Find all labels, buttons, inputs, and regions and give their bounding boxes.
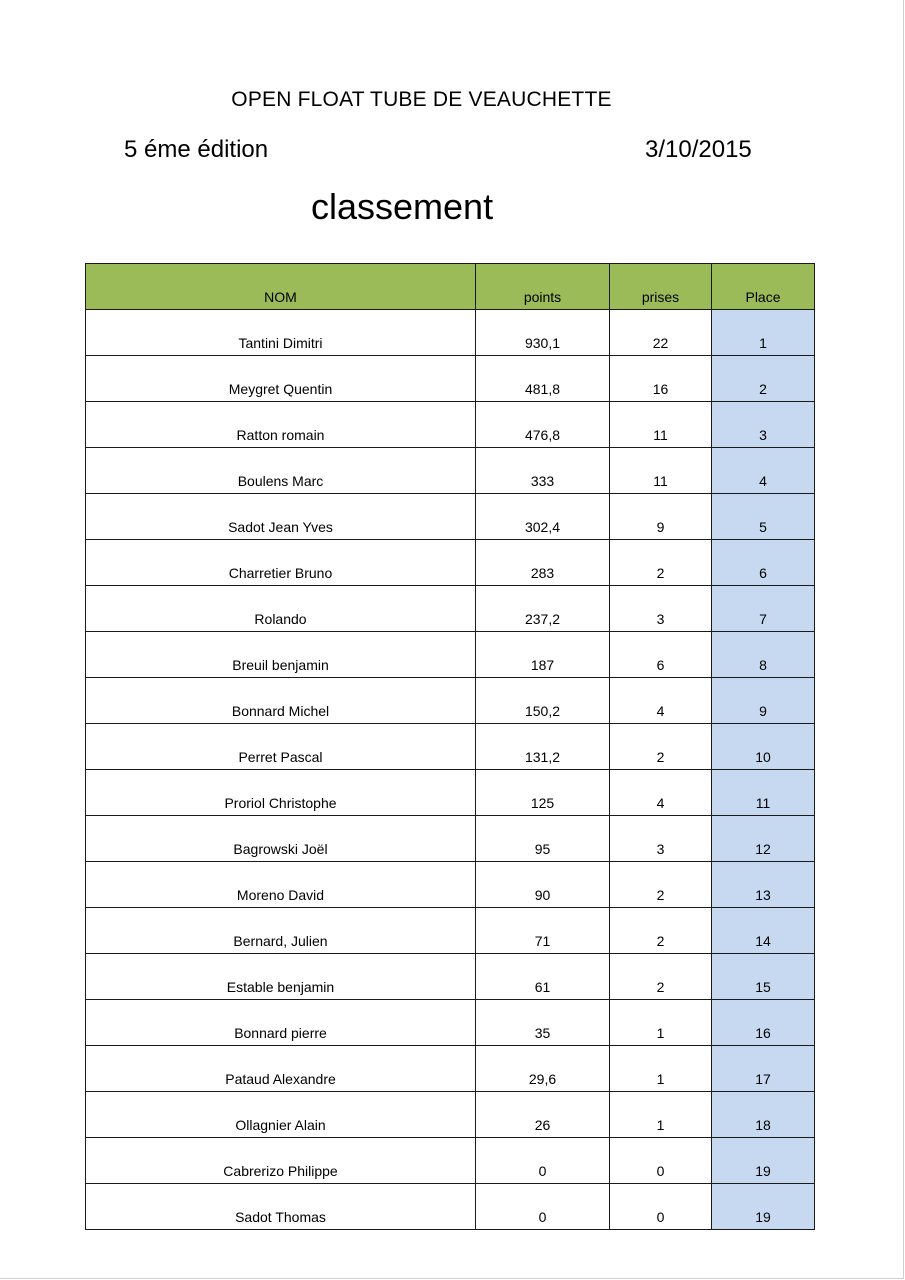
table-row <box>86 310 815 356</box>
cell-nom: Estable benjamin <box>86 954 476 1000</box>
cell-points: 237,2 <box>476 586 610 632</box>
cell-points: 125 <box>476 770 610 816</box>
cell-prises: 1 <box>610 1046 712 1092</box>
column-header-prises: prises <box>610 264 712 310</box>
cell-points: 302,4 <box>476 494 610 540</box>
cell-points: 35 <box>476 1000 610 1046</box>
table-row <box>86 816 815 862</box>
event-date: 3/10/2015 <box>645 136 752 163</box>
cell-place: 6 <box>712 540 815 586</box>
cell-prises: 0 <box>610 1138 712 1184</box>
cell-place: 1 <box>712 310 815 356</box>
cell-nom: Bagrowski Joël <box>86 816 476 862</box>
cell-points: 187 <box>476 632 610 678</box>
cell-nom: Breuil benjamin <box>86 632 476 678</box>
edition-label: 5 éme édition <box>124 136 269 163</box>
cell-place: 3 <box>712 402 815 448</box>
table-row <box>86 494 815 540</box>
cell-nom: Meygret Quentin <box>86 356 476 402</box>
cell-prises: 3 <box>610 586 712 632</box>
cell-prises: 3 <box>610 816 712 862</box>
cell-place: 12 <box>712 816 815 862</box>
cell-prises: 4 <box>610 678 712 724</box>
cell-points: 0 <box>476 1138 610 1184</box>
cell-points: 476,8 <box>476 402 610 448</box>
cell-place: 9 <box>712 678 815 724</box>
cell-place: 13 <box>712 862 815 908</box>
cell-nom: Tantini Dimitri <box>86 310 476 356</box>
cell-nom: Sadot Thomas <box>86 1184 476 1230</box>
cell-nom: Perret Pascal <box>86 724 476 770</box>
cell-prises: 2 <box>610 724 712 770</box>
cell-points: 90 <box>476 862 610 908</box>
cell-nom: Ratton romain <box>86 402 476 448</box>
table-row <box>86 448 815 494</box>
ranking-table <box>85 263 815 1230</box>
cell-nom: Rolando <box>86 586 476 632</box>
cell-place: 19 <box>712 1184 815 1230</box>
cell-points: 95 <box>476 816 610 862</box>
column-header-place: Place <box>712 264 815 310</box>
cell-prises: 11 <box>610 448 712 494</box>
cell-nom: Charretier Bruno <box>86 540 476 586</box>
table-row <box>86 1000 815 1046</box>
table-row <box>86 908 815 954</box>
cell-nom: Moreno David <box>86 862 476 908</box>
cell-place: 10 <box>712 724 815 770</box>
table-row <box>86 770 815 816</box>
cell-points: 150,2 <box>476 678 610 724</box>
table-row <box>86 724 815 770</box>
cell-nom: Sadot Jean Yves <box>86 494 476 540</box>
cell-place: 15 <box>712 954 815 1000</box>
cell-points: 930,1 <box>476 310 610 356</box>
table-row <box>86 954 815 1000</box>
table-row <box>86 678 815 724</box>
cell-nom: Proriol Christophe <box>86 770 476 816</box>
ranking-heading: classement <box>311 186 494 227</box>
cell-place: 16 <box>712 1000 815 1046</box>
cell-points: 481,8 <box>476 356 610 402</box>
cell-place: 17 <box>712 1046 815 1092</box>
cell-place: 18 <box>712 1092 815 1138</box>
cell-prises: 2 <box>610 908 712 954</box>
column-header-points: points <box>476 264 610 310</box>
cell-nom: Cabrerizo Philippe <box>86 1138 476 1184</box>
table-row <box>86 1184 815 1230</box>
table-row <box>86 402 815 448</box>
column-header-nom: NOM <box>86 264 476 310</box>
table-row <box>86 1046 815 1092</box>
cell-points: 283 <box>476 540 610 586</box>
cell-prises: 16 <box>610 356 712 402</box>
page-title: OPEN FLOAT TUBE DE VEAUCHETTE <box>231 88 612 111</box>
cell-points: 26 <box>476 1092 610 1138</box>
cell-prises: 2 <box>610 862 712 908</box>
cell-prises: 9 <box>610 494 712 540</box>
table-row <box>86 586 815 632</box>
cell-place: 11 <box>712 770 815 816</box>
cell-points: 61 <box>476 954 610 1000</box>
cell-prises: 4 <box>610 770 712 816</box>
cell-place: 5 <box>712 494 815 540</box>
cell-nom: Pataud Alexandre <box>86 1046 476 1092</box>
cell-nom: Bonnard Michel <box>86 678 476 724</box>
table-header-row <box>86 264 815 310</box>
cell-points: 131,2 <box>476 724 610 770</box>
cell-points: 0 <box>476 1184 610 1230</box>
cell-prises: 1 <box>610 1092 712 1138</box>
table-row <box>86 1138 815 1184</box>
table-row <box>86 862 815 908</box>
cell-prises: 11 <box>610 402 712 448</box>
cell-points: 71 <box>476 908 610 954</box>
cell-prises: 0 <box>610 1184 712 1230</box>
cell-place: 19 <box>712 1138 815 1184</box>
cell-nom: Bernard, Julien <box>86 908 476 954</box>
table-row <box>86 632 815 678</box>
cell-place: 4 <box>712 448 815 494</box>
cell-nom: Boulens Marc <box>86 448 476 494</box>
table-row <box>86 1092 815 1138</box>
cell-place: 7 <box>712 586 815 632</box>
table-row <box>86 540 815 586</box>
cell-place: 14 <box>712 908 815 954</box>
cell-nom: Bonnard pierre <box>86 1000 476 1046</box>
cell-nom: Ollagnier Alain <box>86 1092 476 1138</box>
cell-points: 333 <box>476 448 610 494</box>
cell-prises: 2 <box>610 540 712 586</box>
table-row <box>86 356 815 402</box>
table-body <box>86 310 815 1230</box>
cell-prises: 6 <box>610 632 712 678</box>
cell-points: 29,6 <box>476 1046 610 1092</box>
cell-prises: 22 <box>610 310 712 356</box>
cell-prises: 2 <box>610 954 712 1000</box>
cell-place: 2 <box>712 356 815 402</box>
cell-prises: 1 <box>610 1000 712 1046</box>
cell-place: 8 <box>712 632 815 678</box>
